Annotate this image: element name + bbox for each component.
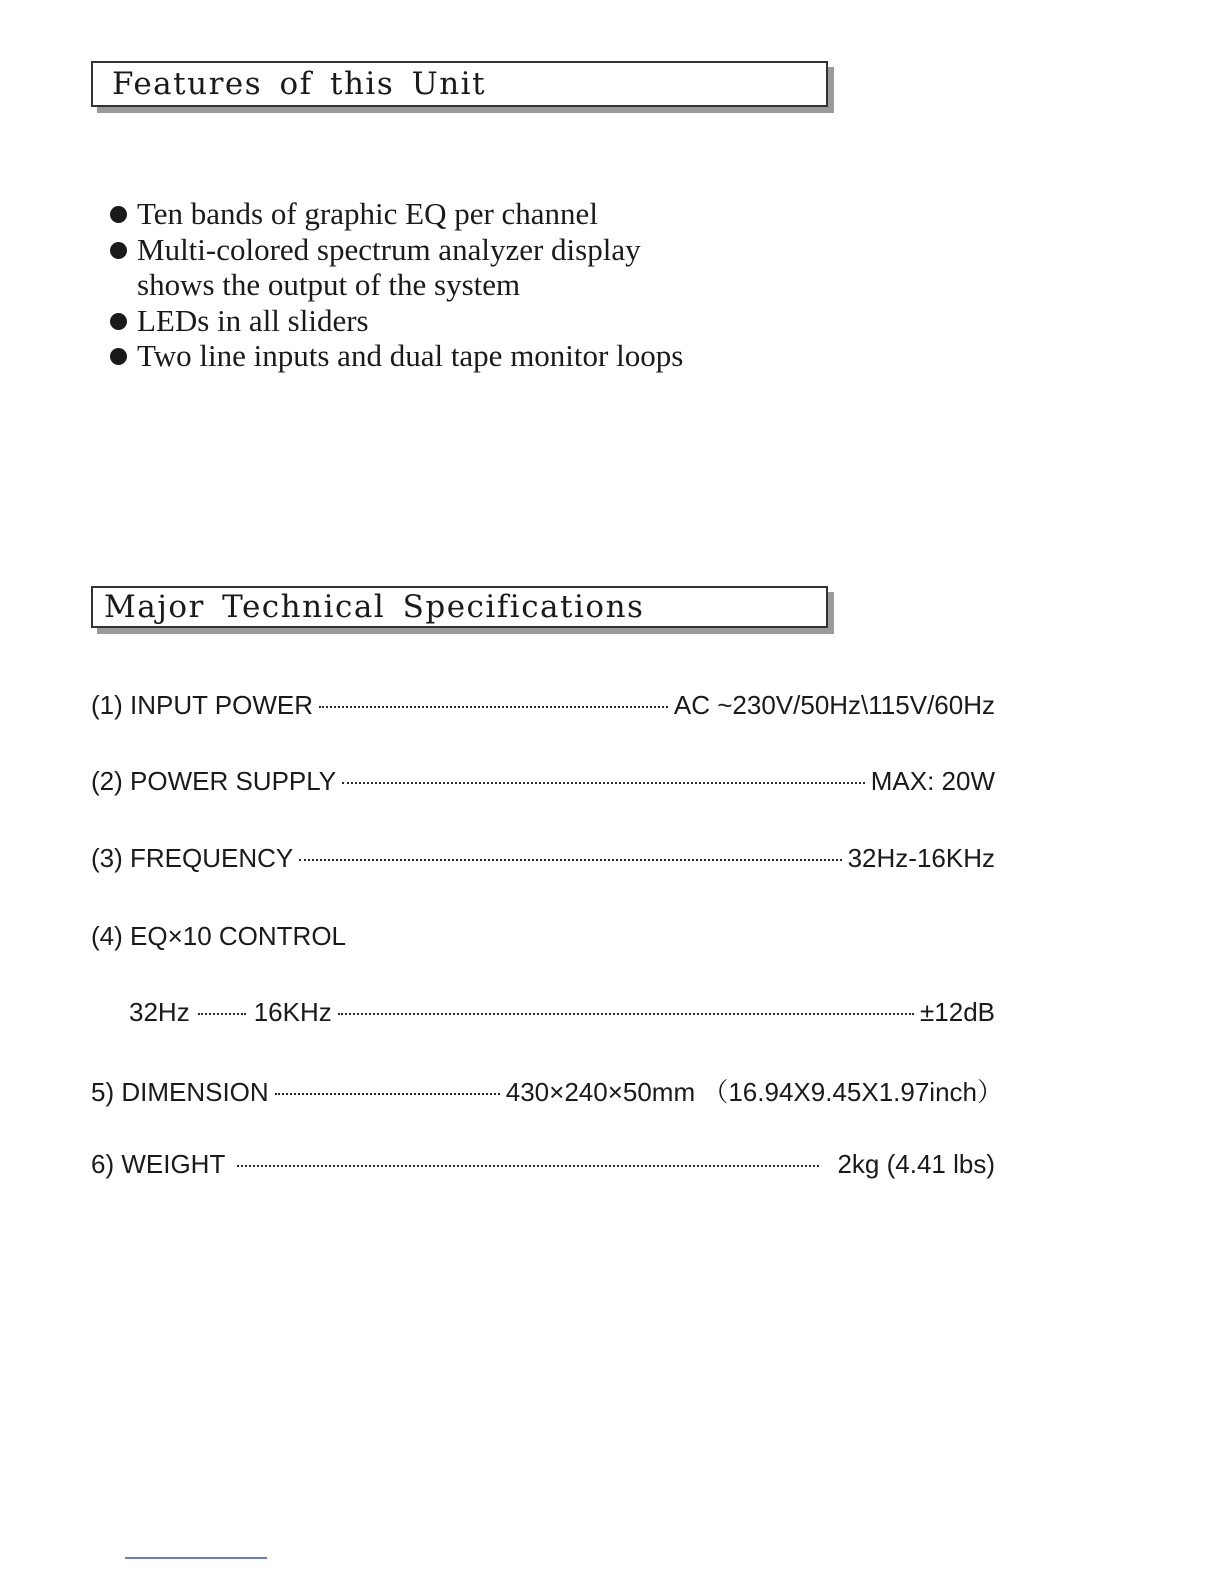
feature-text: Ten bands of graphic EQ per channel	[137, 196, 598, 231]
dot-leader	[275, 1093, 500, 1095]
spec-row-frequency	[91, 843, 995, 874]
dot-leader	[237, 1165, 819, 1167]
dot-leader	[299, 859, 841, 861]
dot-leader	[319, 706, 668, 708]
feature-item	[108, 338, 837, 374]
spec-row-eq-control	[91, 921, 995, 952]
dot-leader	[342, 782, 865, 784]
spec-label: (4) EQ×10 CONTROL	[91, 921, 347, 951]
eq-range-low: 32Hz	[129, 997, 190, 1027]
bullet-icon	[110, 242, 127, 259]
spec-label: (2) POWER SUPPLY	[91, 766, 337, 796]
spec-value: ±12dB	[920, 997, 995, 1027]
dot-leader	[338, 1013, 914, 1015]
spec-row-weight	[91, 1149, 995, 1180]
spec-value: 32Hz-16KHz	[847, 843, 995, 873]
feature-item	[108, 232, 837, 303]
feature-item	[108, 196, 837, 232]
bullet-icon	[110, 313, 127, 330]
spec-row-dimension	[91, 1072, 1003, 1109]
footer-rule	[125, 1557, 267, 1559]
spec-label: 5) DIMENSION	[91, 1077, 269, 1107]
feature-item	[108, 303, 837, 339]
spec-value: 2kg (4.41 lbs)	[837, 1149, 995, 1179]
bullet-icon	[110, 206, 127, 223]
spec-row-eq-range	[129, 997, 995, 1028]
feature-text: Two line inputs and dual tape monitor loops	[137, 338, 684, 373]
features-list	[108, 196, 837, 374]
spec-label: (1) INPUT POWER	[91, 690, 313, 720]
specs-heading-box	[91, 586, 828, 628]
spec-value: MAX: 20W	[870, 766, 995, 796]
spec-label: 6) WEIGHT	[91, 1149, 226, 1179]
feature-text-continued: shows the output of the system	[137, 267, 521, 302]
features-heading-box	[91, 61, 828, 107]
feature-text: Multi-colored spectrum analyzer display	[137, 231, 641, 267]
spec-row-input-power	[91, 690, 995, 721]
spec-value: AC ~230V/50Hz\115V/60Hz	[673, 690, 995, 720]
spec-label: (3) FREQUENCY	[91, 843, 294, 873]
spec-label	[129, 997, 332, 1028]
feature-text: LEDs in all sliders	[137, 302, 369, 338]
specs-heading: Major Technical Specifications	[104, 589, 645, 625]
dot-leader	[198, 1013, 246, 1015]
spec-value: 430×240×50mm （16.94X9.45X1.97inch）	[505, 1077, 1003, 1107]
eq-range-high: 16KHz	[253, 997, 332, 1027]
bullet-icon	[110, 348, 127, 365]
features-heading: Features of this Unit	[112, 66, 487, 102]
spec-row-power-supply	[91, 766, 995, 797]
